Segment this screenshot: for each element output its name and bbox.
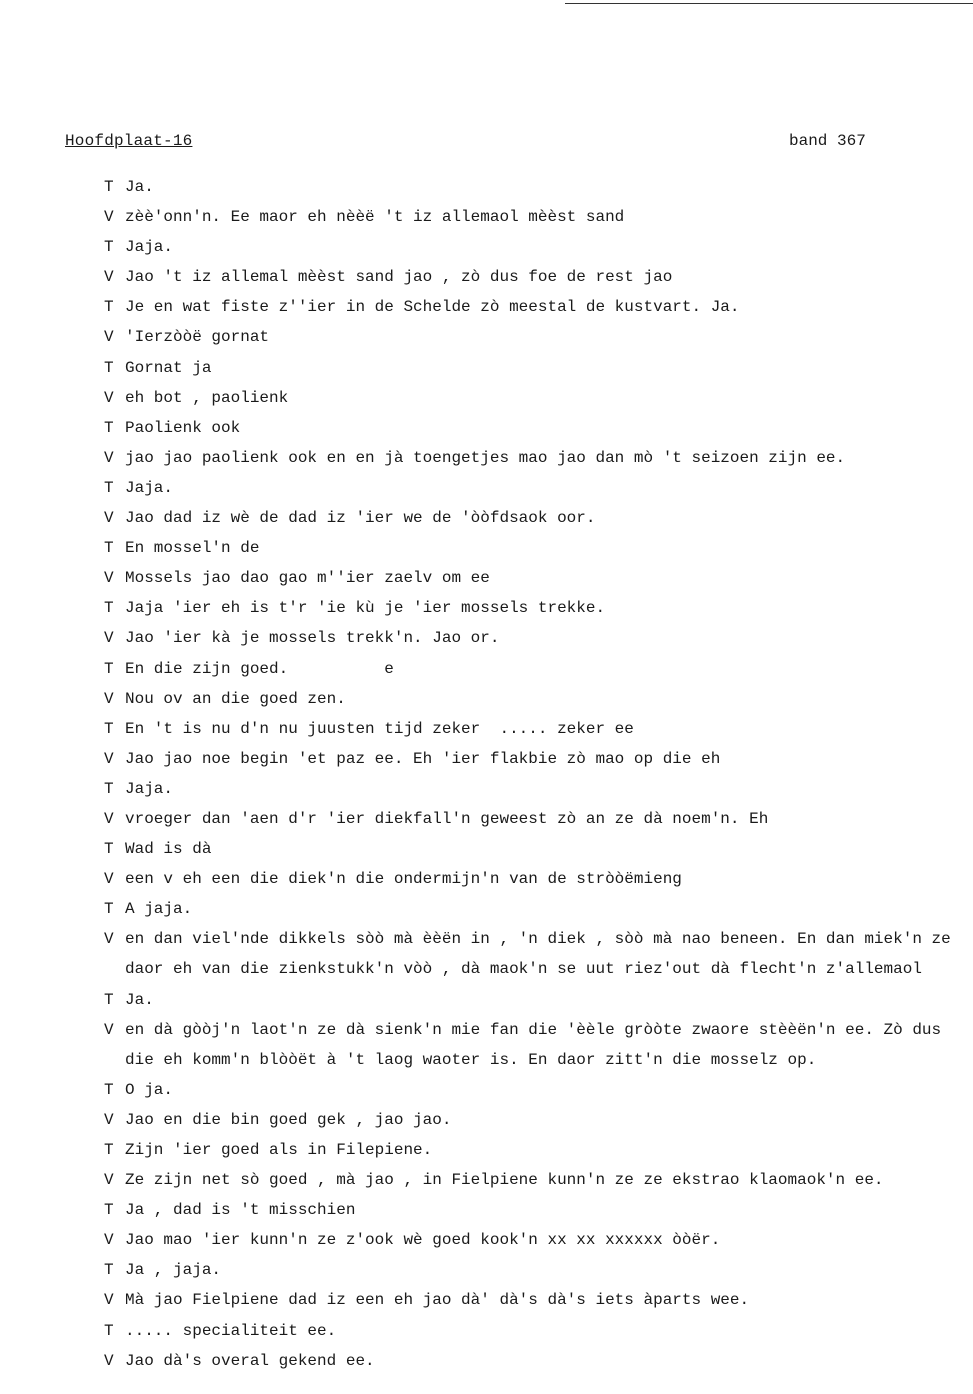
utterance-text: jao jao paolienk ook en en jà toengetjes mao jao dan mò 't seizoen zijn ee. [125, 448, 846, 467]
speaker-label: T [104, 599, 114, 618]
utterance-text: Paolienk ook [125, 418, 241, 437]
transcript-line [104, 262, 964, 292]
transcript-line [104, 383, 964, 413]
utterance-text: Ja , jaja. [125, 1261, 222, 1280]
utterance-text: En die zijn goed. e [125, 659, 394, 678]
speaker-label: V [104, 388, 114, 407]
top-rule [565, 3, 973, 4]
utterance-text: Jaja. [125, 779, 174, 798]
utterance-text: Mossels jao dao gao m''ier zaelv om ee [125, 569, 490, 588]
utterance-text: En 't is nu d'n nu juusten tijd zeker ..... zeker ee [125, 719, 634, 738]
speaker-label: V [104, 1110, 114, 1129]
transcript-line [104, 804, 964, 834]
speaker-label: T [104, 990, 114, 1009]
transcript-line [104, 1255, 964, 1285]
transcript-line [104, 894, 964, 924]
utterance-text: Zijn 'ier goed als in Filepiene. [125, 1141, 433, 1159]
transcript-line [104, 1015, 964, 1075]
utterance-text: Je en wat fiste z''ier in de Schelde zò meestal de kustvart. Ja. [125, 298, 740, 317]
transcript-line [104, 623, 964, 653]
speaker-label: V [104, 870, 114, 889]
speaker-label: T [104, 478, 114, 497]
transcript-line [104, 864, 964, 894]
speaker-label: T [104, 1261, 114, 1280]
speaker-label: V [104, 569, 114, 588]
speaker-label: T [104, 1321, 114, 1340]
speaker-label: V [104, 268, 114, 287]
speaker-label: T [104, 418, 114, 437]
transcript-line [104, 1075, 964, 1105]
speaker-label: T [104, 1201, 114, 1220]
transcript-line [104, 714, 964, 744]
utterance-text: vroeger dan 'aen d'r 'ier diekfall'n geweest zò an ze dà noem'n. Eh [125, 809, 769, 828]
transcript-line [104, 1195, 964, 1225]
speaker-label: T [104, 659, 114, 678]
speaker-label: T [104, 779, 114, 798]
transcript-line [104, 1346, 964, 1376]
utterance-text: Mà jao Fielpiene dad iz een eh jao dà' dà's dà's iets àparts wee. [125, 1291, 750, 1310]
utterance-text: Jao 't iz allemal mèèst sand jao , zò dus foe de rest jao [125, 268, 673, 287]
utterance-text: Jao dà's overal gekend ee. [125, 1351, 375, 1370]
utterance-text: een v eh een die diek'n die ondermijn'n van de stròòëmieng [125, 870, 682, 889]
transcript-line [104, 202, 964, 232]
utterance-text: En mossel'n de [125, 539, 260, 558]
speaker-label: V [104, 809, 114, 828]
utterance-text: 'Ierzòòë gornat [125, 328, 270, 347]
utterance-text: Wad is dà [125, 840, 212, 859]
speaker-label: V [104, 1351, 114, 1370]
transcript-line [104, 563, 964, 593]
speaker-label: V [104, 1020, 114, 1039]
utterance-text: ..... specialiteit ee. [125, 1321, 337, 1340]
speaker-label: V [104, 208, 114, 227]
speaker-label: T [104, 539, 114, 558]
transcript-line [104, 744, 964, 774]
speaker-label: T [104, 1080, 114, 1099]
transcript [104, 172, 964, 1376]
utterance-text: Ja , dad is 't misschien [125, 1201, 356, 1220]
utterance-text: eh bot , paolienk [125, 388, 289, 407]
utterance-text: O ja. [125, 1080, 174, 1099]
utterance-text: en dan viel'nde dikkels sòò mà èèën in , 'n diek , sòò mà nao beneen. En dan miek'n ze daor eh van die zienkstukk'n vòò , dà maok'n se uut riez'out dà flecht'n z'allemaol [125, 930, 951, 979]
transcript-line [104, 503, 964, 533]
transcript-line [104, 1285, 964, 1315]
utterance-text: Gornat ja [125, 358, 212, 377]
speaker-label: V [104, 1291, 114, 1310]
utterance-text: Jaja. [125, 238, 174, 257]
transcript-line [104, 593, 964, 623]
speaker-label: V [104, 448, 114, 467]
transcript-line [104, 1105, 964, 1135]
utterance-text: Jao mao 'ier kunn'n ze z'ook wè goed kook'n xx xx xxxxxx òòër. [125, 1231, 721, 1250]
utterance-text: en dà gòòj'n laot'n ze dà sienk'n mie fan die 'èèle gròòte zwaore stèèën'n ee. Zò dus die eh komm'n blòòët à 't laog waoter is. En daor zitt'n die mosselz op. [125, 1020, 942, 1069]
transcript-line [104, 292, 964, 322]
transcript-line [104, 533, 964, 563]
speaker-label: V [104, 328, 114, 347]
transcript-line [104, 1135, 964, 1165]
utterance-text: Jao 'ier kà je mossels trekk'n. Jao or. [125, 629, 500, 648]
transcript-line [104, 684, 964, 714]
utterance-text: Ze zijn net sò goed , mà jao , in Fielpiene kunn'n ze ze ekstrao klaomaok'n ee. [125, 1171, 884, 1190]
utterance-text: zèè'onn'n. Ee maor eh nèèë 't iz allemaol mèèst sand [125, 208, 625, 227]
utterance-text: Ja. [125, 178, 154, 196]
utterance-text: Jao jao noe begin 'et paz ee. Eh 'ier flakbie zò mao op die eh [125, 749, 721, 768]
transcript-line [104, 774, 964, 804]
transcript-line [104, 924, 964, 984]
transcript-line [104, 473, 964, 503]
speaker-label: T [104, 719, 114, 738]
transcript-line [104, 1316, 964, 1346]
utterance-text: Nou ov an die goed zen. [125, 689, 346, 708]
speaker-label: V [104, 930, 114, 949]
speaker-label: T [104, 840, 114, 859]
speaker-label: V [104, 629, 114, 648]
speaker-label: V [104, 1231, 114, 1250]
transcript-line [104, 1165, 964, 1195]
speaker-label: T [104, 358, 114, 377]
speaker-label: V [104, 689, 114, 708]
band-number: band 367 [789, 132, 866, 150]
speaker-label: T [104, 238, 114, 257]
utterance-text: Jao en die bin goed gek , jao jao. [125, 1110, 452, 1129]
transcript-line [104, 172, 964, 202]
transcript-line [104, 654, 964, 684]
speaker-label: V [104, 1171, 114, 1190]
transcript-line [104, 232, 964, 262]
utterance-text: Jao dad iz wè de dad iz 'ier we de 'òòfdsaok oor. [125, 509, 596, 528]
transcript-line [104, 443, 964, 473]
speaker-label: T [104, 900, 114, 919]
utterance-text: Jaja. [125, 478, 174, 497]
speaker-label: T [104, 1141, 114, 1159]
transcript-line [104, 985, 964, 1015]
speaker-label: V [104, 509, 114, 528]
utterance-text: Ja. [125, 990, 154, 1009]
transcript-line [104, 1225, 964, 1255]
transcript-line [104, 322, 964, 352]
transcript-line [104, 353, 964, 383]
document-title: Hoofdplaat-16 [65, 132, 193, 150]
utterance-text: A jaja. [125, 900, 193, 919]
transcript-line [104, 834, 964, 864]
utterance-text: Jaja 'ier eh is t'r 'ie kù je 'ier mossels trekke. [125, 599, 606, 618]
speaker-label: V [104, 749, 114, 768]
speaker-label: T [104, 298, 114, 317]
transcript-line [104, 413, 964, 443]
speaker-label: T [104, 178, 114, 196]
